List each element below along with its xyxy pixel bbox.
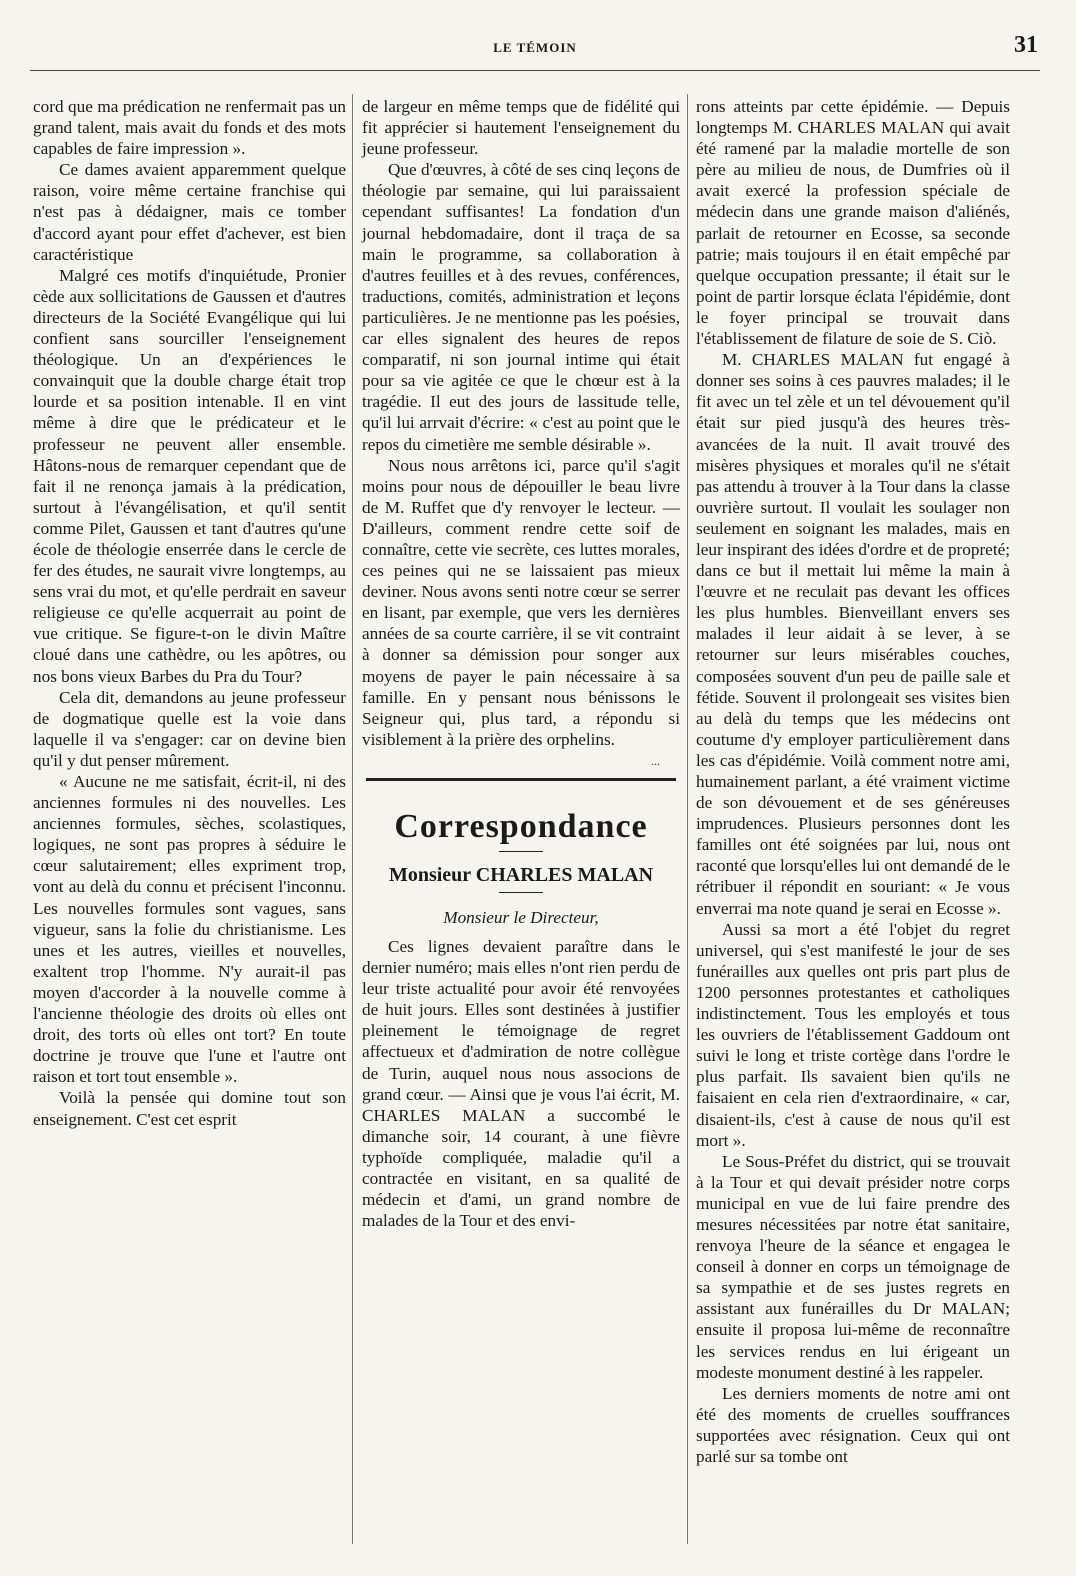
paragraph: Nous nous arrêtons ici, parce qu'il s'agit moins pour nous de dépouiller le beau livre de M. Ruffet que d'y renvoyer le lecteur. — D'ailleurs, comment rendre cette soif de connaître, cette vie secrète, ces luttes morales, ces peines qui ne se laissaient pas mieux deviner. Nous avons senti notre cœur se serrer en lisant, par exemple, que vers les dernières années de sa courte carrière, il se vit contraint à donner sa démission pour songer aux moyens de payer le pain nécessaire à sa famille. En y pensant nous bénissons le Seigneur qui, plus tard, a répondu si visiblement à la prière des orphelins.	[362, 455, 680, 749]
column-separator	[352, 94, 353, 1544]
subtitle-divider	[499, 892, 543, 893]
paragraph: Cela dit, demandons au jeune professeur de dogmatique quelle est la voie dans laquelle il va s'engager: car on devine bien qu'il y dut penser mûrement.	[33, 687, 346, 770]
title-divider	[499, 851, 543, 852]
paragraph: Malgré ces motifs d'inquiétude, Pronier cède aux sollicitations de Gaussen et d'autres directeurs de la Société Evangélique qui lui confient sans sourciller l'enseignement théologique. Un an d'expériences le convainquit que la double charge était trop lourde et sa position intenable. Il en vint même à dire que le prédicateur et le professeur ne peuvent aller ensemble. Hâtons-nous de remarquer cependant que de fait il ne renonça jamais à la prédication, surtout à l'évangélisation, et qu'il sentit comme Pilet, Gaussen et tant d'autres qu'une école de théologie enserrée dans le cercle de fer des études, ne saurait vivre longtemps, au sens vrai du mot, et qu'elle perdrait en saveur religieuse ce qu'elle acquerrait au point de vue critique. Se figure-t-on le divin Maître cloué dans une cathèdre, ou les apôtres, ou nos bons vieux Barbes du Pra du Tour?	[33, 265, 346, 686]
salutation: Monsieur le Directeur,	[443, 907, 599, 927]
paragraph: « Aucune ne me satisfait, écrit-il, ni des anciennes formules ni des nouvelles. Les anciennes formules, sèches, scolastiques, logiques, ne sont pas propres à séduire le cœur salutairement; elles expriment trop, vont au delà du connu et précisent l'inconnu. Les nouvelles formules sont vagues, sans vigueur, sans la folie du christianisme. Les unes et les autres, vieilles et nouvelles, exaltent trop l'homme. N'y aurait-il pas moyen d'accorder à la nouvelle comme à l'ancienne théologie des droits où elles ont droit, des torts où elles ont tort? En toute doctrine je trouve que l'une et l'autre ont raison et tort tout ensemble ».	[33, 772, 346, 1087]
paragraph: de largeur en même temps que de fidélité qui fit apprécier si hautement l'enseignement du jeune professeur.	[362, 97, 680, 159]
paragraph: Le Sous-Préfet du district, qui se trouvait à la Tour et qui devait présider notre corps municipal en vue de lui faire prendre des mesures nécessitées par notre état sanitaire, renvoya l'heure de la séance et engagea le conseil à donner en corps un témoignage de sa sympathie et de ses justes regrets en assistant aux funérailles du Dr MALAN; ensuite il proposa lui-même de reconnaître les services rendus en lui érigeant un modeste monument destiné à les rappeler.	[696, 1151, 1010, 1382]
column-separator	[687, 94, 688, 1544]
letter-subtitle: Monsieur CHARLES MALAN	[388, 863, 654, 886]
column-1	[33, 96, 346, 1130]
paragraph: Ce dames avaient apparemment quelque raison, voire même certaine franchise qui n'est pas à dédaigner, mais ce tomber d'accord ayant pour effet d'achever, est bien caractéristique	[33, 160, 346, 264]
page-number: 31	[1014, 32, 1038, 58]
paragraph: Les derniers moments de notre ami ont été des moments de cruelles souffrances supportées avec résignation. Ceux qui ont parlé sur sa tombe ont	[696, 1383, 1010, 1466]
paragraph: Que d'œuvres, à côté de ses cinq leçons de théologie par semaine, qui lui paraissaient cependant suffisantes! La fondation d'un journal hebdomadaire, dont il traça de sa main le programme, sa collaboration à d'autres feuilles et à des revues, conférences, traductions, comités, administration et leçons particulières. Je ne mentionne pas les poésies, car elles signalent des heures de repos comparatif, ni son journal intime qui était pour sa vie agitée ce que le chœur est à la tragédie. Il eut des jours de lassitude telle, qu'il lui arrvait d'écrire: « c'est au point que le repos du cimetière me semble désirable ».	[362, 160, 680, 454]
page-header	[30, 14, 1040, 71]
paragraph: Voilà la pensée qui domine tout son enseignement. C'est cet esprit	[33, 1088, 346, 1129]
column-3	[696, 96, 1010, 1467]
running-title: LE TÉMOIN	[493, 40, 577, 55]
section-rule	[366, 778, 676, 781]
paragraph: Ces lignes devaient paraître dans le dernier numéro; mais elles n'ont rien perdu de leur triste actualité pour avoir été renvoyées de huit jours. Elles sont destinées à justifier pleinement le témoignage de regret affectueux et d'admiration de notre collègue de Turin, auquel nous nous associons de grand cœur. — Ainsi que je vous l'ai écrit, M. CHARLES MALAN a succombé le dimanche soir, 14 courant, à une fièvre typhoïde compliquée, maladie qu'il a contractée en visitant, en sa qualité de médecin et d'ami, un grand nombre de malades de la Tour et des envi-	[362, 937, 680, 1231]
column-2	[362, 96, 680, 1231]
paragraph: rons atteints par cette épidémie. — Depuis longtemps M. CHARLES MALAN qui avait été ramené par la maladie mortelle de son père au milieu de nous, de Dumfries où il avait exercé la profession spéciale de médecin dans une grande maison d'aliénés, parlait de retourner en Ecosse, sa seconde patrie; mais toujours il en était empêché par quelque occupation pressante; il était sur le point de partir lorsque éclata l'épidémie, dont le foyer principal se trouvait dans l'établissement de filature de soie de S. Ciò.	[696, 97, 1010, 349]
ellipsis-mark: ...	[651, 753, 660, 768]
paragraph: cord que ma prédication ne renfermait pas un grand talent, mais avait du fonds et des mots capables de faire impression ».	[33, 97, 346, 159]
paragraph: M. CHARLES MALAN fut engagé à donner ses soins à ces pauvres malades; il le fit avec un tel zèle et un tel dévouement qu'il était sur pied jusqu'à des heures très-avancées de la nuit. Il avait trouvé des misères physiques et morales qu'il ne s'était pas attendu à trouver à la Tour dans la classe ouvrière surtout. Il voulait les soulager non seulement en soignant les malades, mais en leur inspirant des idées d'ordre et de propreté; dans ce but il mettait lui même la main à l'œuvre et ne reculait pas devant les offices les plus humbles. Bienveillant envers ses malades il leur aidait à se lever, à se retourner sur leurs misérables couches, composées souvent d'un peu de paille sale et fétide. Souvent il prolongeait ses visites bien au delà du temps que les médecins ont coutume d'y employer particulièrement dans les cas d'épidémie. Voilà comment notre ami, humainement parlant, a été vraiment victime de son dévouement et de ses généreuses imprudences. Plusieurs personnes dont les familles ont été soignées par lui, nous ont raconté que lorsqu'elles lui ont demandé de le rétribuer il répondit en souriant: « Je vous enverrai ma note quand je serai en Ecosse ».	[696, 350, 1010, 918]
paragraph: Aussi sa mort a été l'objet du regret universel, qui s'est manifesté le jour de ses funérailles aux quelles ont pris part plus de 1200 personnes protestantes et catholiques indistinctement. Tous les employés et tous les ouvriers de l'établissement Gaddoum ont suivi le long et triste cortège dans l'ordre le plus parfait. Ils savaient bien qu'ils ne faisaient en cela rien d'extraordinaire, « car, disaient-ils, c'est à cause de nous qu'il est mort ».	[696, 919, 1010, 1150]
section-title: Correspondance	[394, 807, 648, 845]
